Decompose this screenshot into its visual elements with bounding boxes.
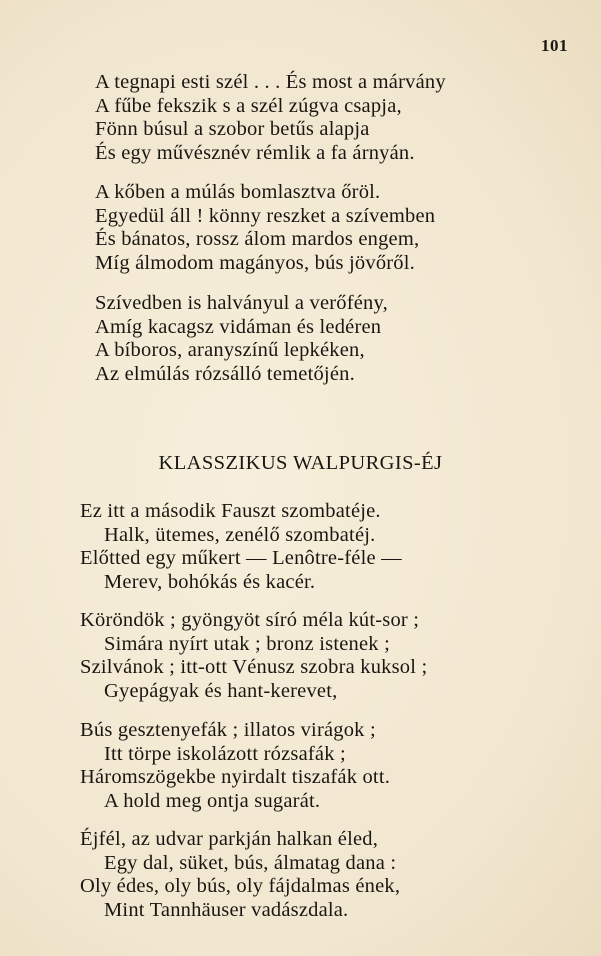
verse-line: Szilvánok ; itt-ott Vénusz szobra kuksol ; (80, 656, 428, 679)
verse-line: Amíg kacagsz vidáman és ledéren (95, 315, 382, 338)
verse-line: Az elmúlás rózsálló temetőjén. (95, 362, 355, 385)
verse-line: Halk, ütemes, zenélő szombatéj. (104, 523, 376, 546)
verse-line: Előtted egy műkert — Lenôtre-féle — (80, 547, 402, 570)
verse-line: Éjfél, az udvar parkján halkan éled, (80, 828, 379, 850)
verse-line: Szívedben is halványul a verőfény, (95, 292, 388, 314)
poem-a-stanza-3 (95, 292, 388, 386)
poem-title: KLASSZIKUS WALPURGIS-ÉJ (158, 452, 443, 474)
verse-line: A hold meg ontja sugarát. (104, 789, 321, 812)
verse-line: Bús gesztenyefák ; illatos virágok ; (80, 719, 376, 741)
poem-a-stanza-1 (95, 71, 446, 165)
verse-line: Egy dal, süket, bús, álmatag dana : (104, 851, 397, 874)
verse-line: Háromszögekbe nyirdalt tiszafák ott. (80, 766, 391, 789)
verse-line: Fönn búsul a szobor betűs alapja (95, 118, 370, 141)
page-number: 101 (541, 36, 568, 55)
poem-b-stanza-2 (80, 609, 427, 703)
verse-line: És egy művésznév rémlik a fa árnyán. (95, 141, 415, 164)
verse-line: A fűbe fekszik s a szél zúgva csapja, (95, 94, 402, 117)
poem-b-stanza-4 (80, 828, 400, 922)
poem-b-stanza-3 (80, 719, 390, 813)
verse-line: Itt törpe iskolázott rózsafák ; (104, 742, 346, 765)
verse-line: Míg álmodom magányos, bús jövőről. (95, 251, 415, 274)
verse-line: Mint Tannhäuser vadászdala. (104, 898, 349, 921)
verse-line: A kőben a múlás bomlasztva őröl. (95, 181, 381, 203)
verse-line: Ez itt a második Fauszt szombatéje. (80, 500, 381, 522)
poem-a-stanza-2 (95, 181, 435, 275)
verse-line: És bánatos, rossz álom mardos engem, (95, 228, 420, 251)
verse-line: A bíboros, aranyszínű lepkéken, (95, 339, 365, 362)
poem-b-stanza-1 (80, 500, 402, 594)
verse-line: Köröndök ; gyöngyöt síró méla kút-sor ; (80, 609, 420, 631)
verse-line: A tegnapi esti szél . . . És most a márvány (95, 71, 446, 93)
verse-line: Simára nyírt utak ; bronz istenek ; (104, 632, 390, 655)
verse-line: Merev, bohókás és kacér. (104, 570, 316, 593)
verse-line: Egyedül áll ! könny reszket a szívemben (95, 204, 436, 227)
verse-line: Gyepágyak és hant-kerevet, (104, 679, 338, 702)
verse-line: Oly édes, oly bús, oly fájdalmas ének, (80, 875, 401, 898)
